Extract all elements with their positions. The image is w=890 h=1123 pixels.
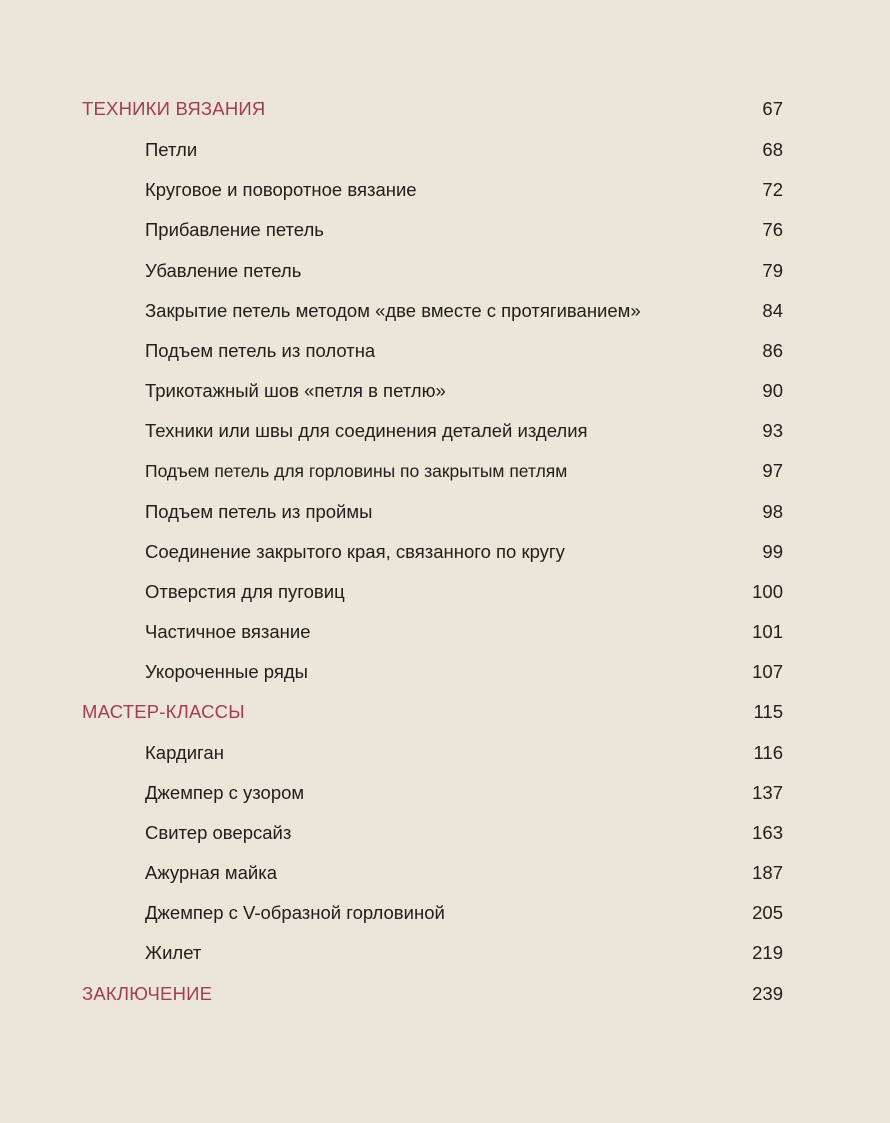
toc-item[interactable] — [0, 291, 890, 331]
page-number: 137 — [752, 782, 783, 803]
page-number: 97 — [762, 460, 783, 481]
page-number: 100 — [752, 581, 783, 602]
item-title: Подъем петель из проймы — [145, 501, 373, 522]
page-number: 98 — [762, 501, 783, 522]
item-title: Кардиган — [145, 742, 224, 763]
item-title: Петли — [145, 139, 198, 160]
toc-item[interactable] — [0, 130, 890, 170]
item-title: Джемпер с V-образной горловиной — [145, 902, 445, 923]
toc-item[interactable] — [0, 853, 890, 893]
toc-item[interactable] — [0, 933, 890, 973]
page-number: 79 — [762, 260, 783, 281]
toc-item[interactable] — [0, 371, 890, 411]
item-title: Джемпер с узором — [145, 782, 305, 803]
item-title: Техники или швы для соединения деталей изделия — [145, 420, 588, 441]
page-number: 93 — [762, 420, 783, 441]
page-number: 68 — [762, 139, 783, 160]
toc-item[interactable] — [0, 532, 890, 572]
page-number: 67 — [762, 98, 783, 119]
toc-section-techniques[interactable] — [0, 89, 890, 129]
page-number: 101 — [752, 621, 783, 642]
toc-section-master-classes[interactable] — [0, 692, 890, 732]
page-number: 86 — [762, 340, 783, 361]
toc-item[interactable] — [0, 411, 890, 451]
item-title: Отверстия для пуговиц — [145, 581, 345, 602]
item-title: Укороченные ряды — [145, 661, 308, 682]
item-title: Подъем петель для горловины по закрытым петлям — [145, 461, 568, 481]
page-number: 76 — [762, 219, 783, 240]
page-number: 99 — [762, 541, 783, 562]
toc-item[interactable] — [0, 773, 890, 813]
page-number: 239 — [752, 983, 783, 1004]
page-number: 205 — [752, 902, 783, 923]
toc-item[interactable] — [0, 170, 890, 210]
page-number: 187 — [752, 862, 783, 883]
toc-item[interactable] — [0, 251, 890, 291]
page-number: 219 — [752, 942, 783, 963]
toc-item[interactable] — [0, 652, 890, 692]
toc-item[interactable] — [0, 492, 890, 532]
item-title: Прибавление петель — [145, 219, 324, 240]
page-number: 84 — [762, 300, 783, 321]
toc-section-conclusion[interactable] — [0, 974, 890, 1014]
page-number: 116 — [753, 742, 783, 763]
section-title: ТЕХНИКИ ВЯЗАНИЯ — [82, 98, 266, 119]
page-number: 163 — [752, 822, 783, 843]
section-title: МАСТЕР-КЛАССЫ — [82, 701, 245, 722]
item-title: Ажурная майка — [145, 862, 278, 883]
item-title: Закрытие петель методом «две вместе с протягиванием» — [145, 300, 641, 321]
toc-item[interactable] — [0, 210, 890, 250]
page-number: 107 — [752, 661, 783, 682]
toc-item[interactable] — [0, 813, 890, 853]
item-title: Трикотажный шов «петля в петлю» — [145, 380, 446, 401]
toc-item[interactable] — [0, 733, 890, 773]
page-number: 115 — [753, 701, 783, 722]
toc-item[interactable] — [0, 451, 890, 491]
toc-item[interactable] — [0, 893, 890, 933]
item-title: Соединение закрытого края, связанного по кругу — [145, 541, 565, 562]
toc-item[interactable] — [0, 572, 890, 612]
section-title: ЗАКЛЮЧЕНИЕ — [82, 983, 213, 1004]
page-number: 72 — [762, 179, 783, 200]
toc-item[interactable] — [0, 331, 890, 371]
item-title: Подъем петель из полотна — [145, 340, 376, 361]
item-title: Круговое и поворотное вязание — [145, 179, 417, 200]
item-title: Жилет — [145, 942, 202, 963]
toc-item[interactable] — [0, 612, 890, 652]
item-title: Частичное вязание — [145, 621, 311, 642]
item-title: Убавление петель — [145, 260, 302, 281]
page-number: 90 — [762, 380, 783, 401]
item-title: Свитер оверсайз — [145, 822, 292, 843]
